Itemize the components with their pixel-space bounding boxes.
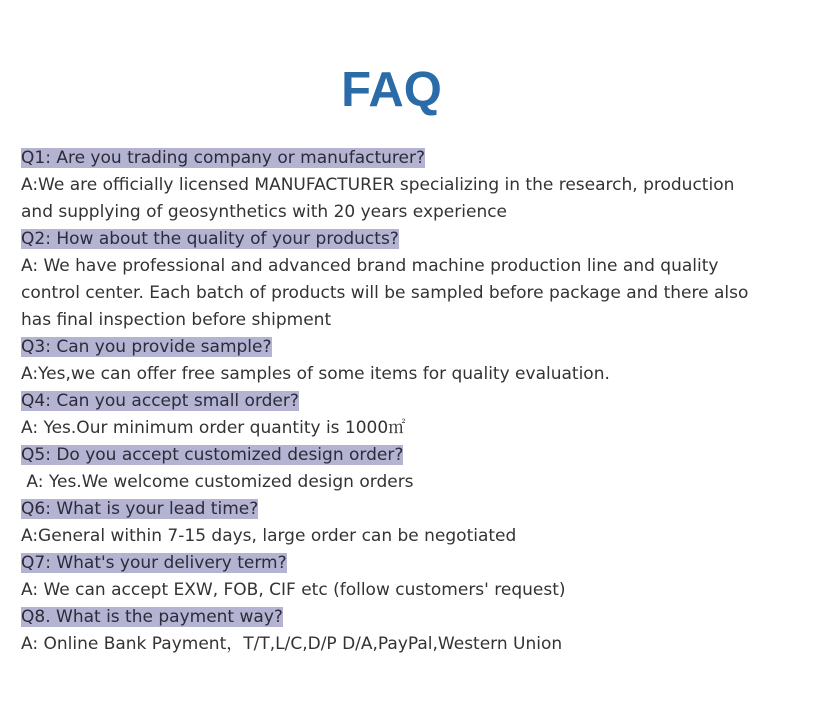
faq-answer-7: A: We can accept EXW, FOB, CIF etc (follow customers' request) [21, 580, 566, 600]
faq-item-7 [21, 550, 761, 604]
faq-question-text: Q2: How about the quality of your products? [21, 229, 399, 249]
faq-question-text: Q8. What is the payment way? [21, 607, 283, 627]
faq-question-text: Q6: What is your lead time? [21, 499, 259, 519]
faq-question-4 [21, 388, 761, 415]
faq-item-2 [21, 226, 761, 334]
faq-item-4 [21, 388, 761, 442]
faq-question-text: Q4: Can you accept small order? [21, 391, 299, 411]
faq-question-3 [21, 334, 761, 361]
faq-question-5 [21, 442, 761, 469]
faq-answer-2: A: We have professional and advanced brand machine production line and quality control center. Each batch of products will be sampled before package and there also has final inspection before shipment [21, 256, 749, 330]
faq-question-text: Q7: What's your delivery term? [21, 553, 287, 573]
faq-list [21, 145, 761, 658]
faq-answer-3: A:Yes,we can offer free samples of some items for quality evaluation. [21, 364, 610, 384]
page-title: FAQ [341, 63, 442, 117]
faq-item-3 [21, 334, 761, 388]
faq-question-text: Q5: Do you accept customized design order? [21, 445, 404, 465]
faq-item-1 [21, 145, 761, 226]
faq-question-6 [21, 496, 761, 523]
faq-question-1 [21, 145, 761, 172]
faq-question-text: Q3: Can you provide sample? [21, 337, 272, 357]
faq-question-text: Q1: Are you trading company or manufacturer? [21, 148, 425, 168]
faq-answer-1: A:We are officially licensed MANUFACTURER specializing in the research, production and supplying of geosynthetics with 20 years experience [21, 175, 735, 222]
faq-answer-5: A: Yes.We welcome customized design orders [21, 472, 414, 492]
faq-item-5 [21, 442, 761, 496]
faq-question-7 [21, 550, 761, 577]
faq-question-8 [21, 604, 761, 631]
faq-answer-8: A: Online Bank Payment，T/T,L/C,D/P D/A,PayPal,Western Union [21, 634, 563, 654]
faq-question-2 [21, 226, 761, 253]
faq-item-8 [21, 604, 761, 658]
faq-answer-6: A:General within 7-15 days, large order can be negotiated [21, 526, 517, 546]
faq-answer-4: A: Yes.Our minimum order quantity is 1000㎡ [21, 418, 406, 438]
faq-item-6 [21, 496, 761, 550]
